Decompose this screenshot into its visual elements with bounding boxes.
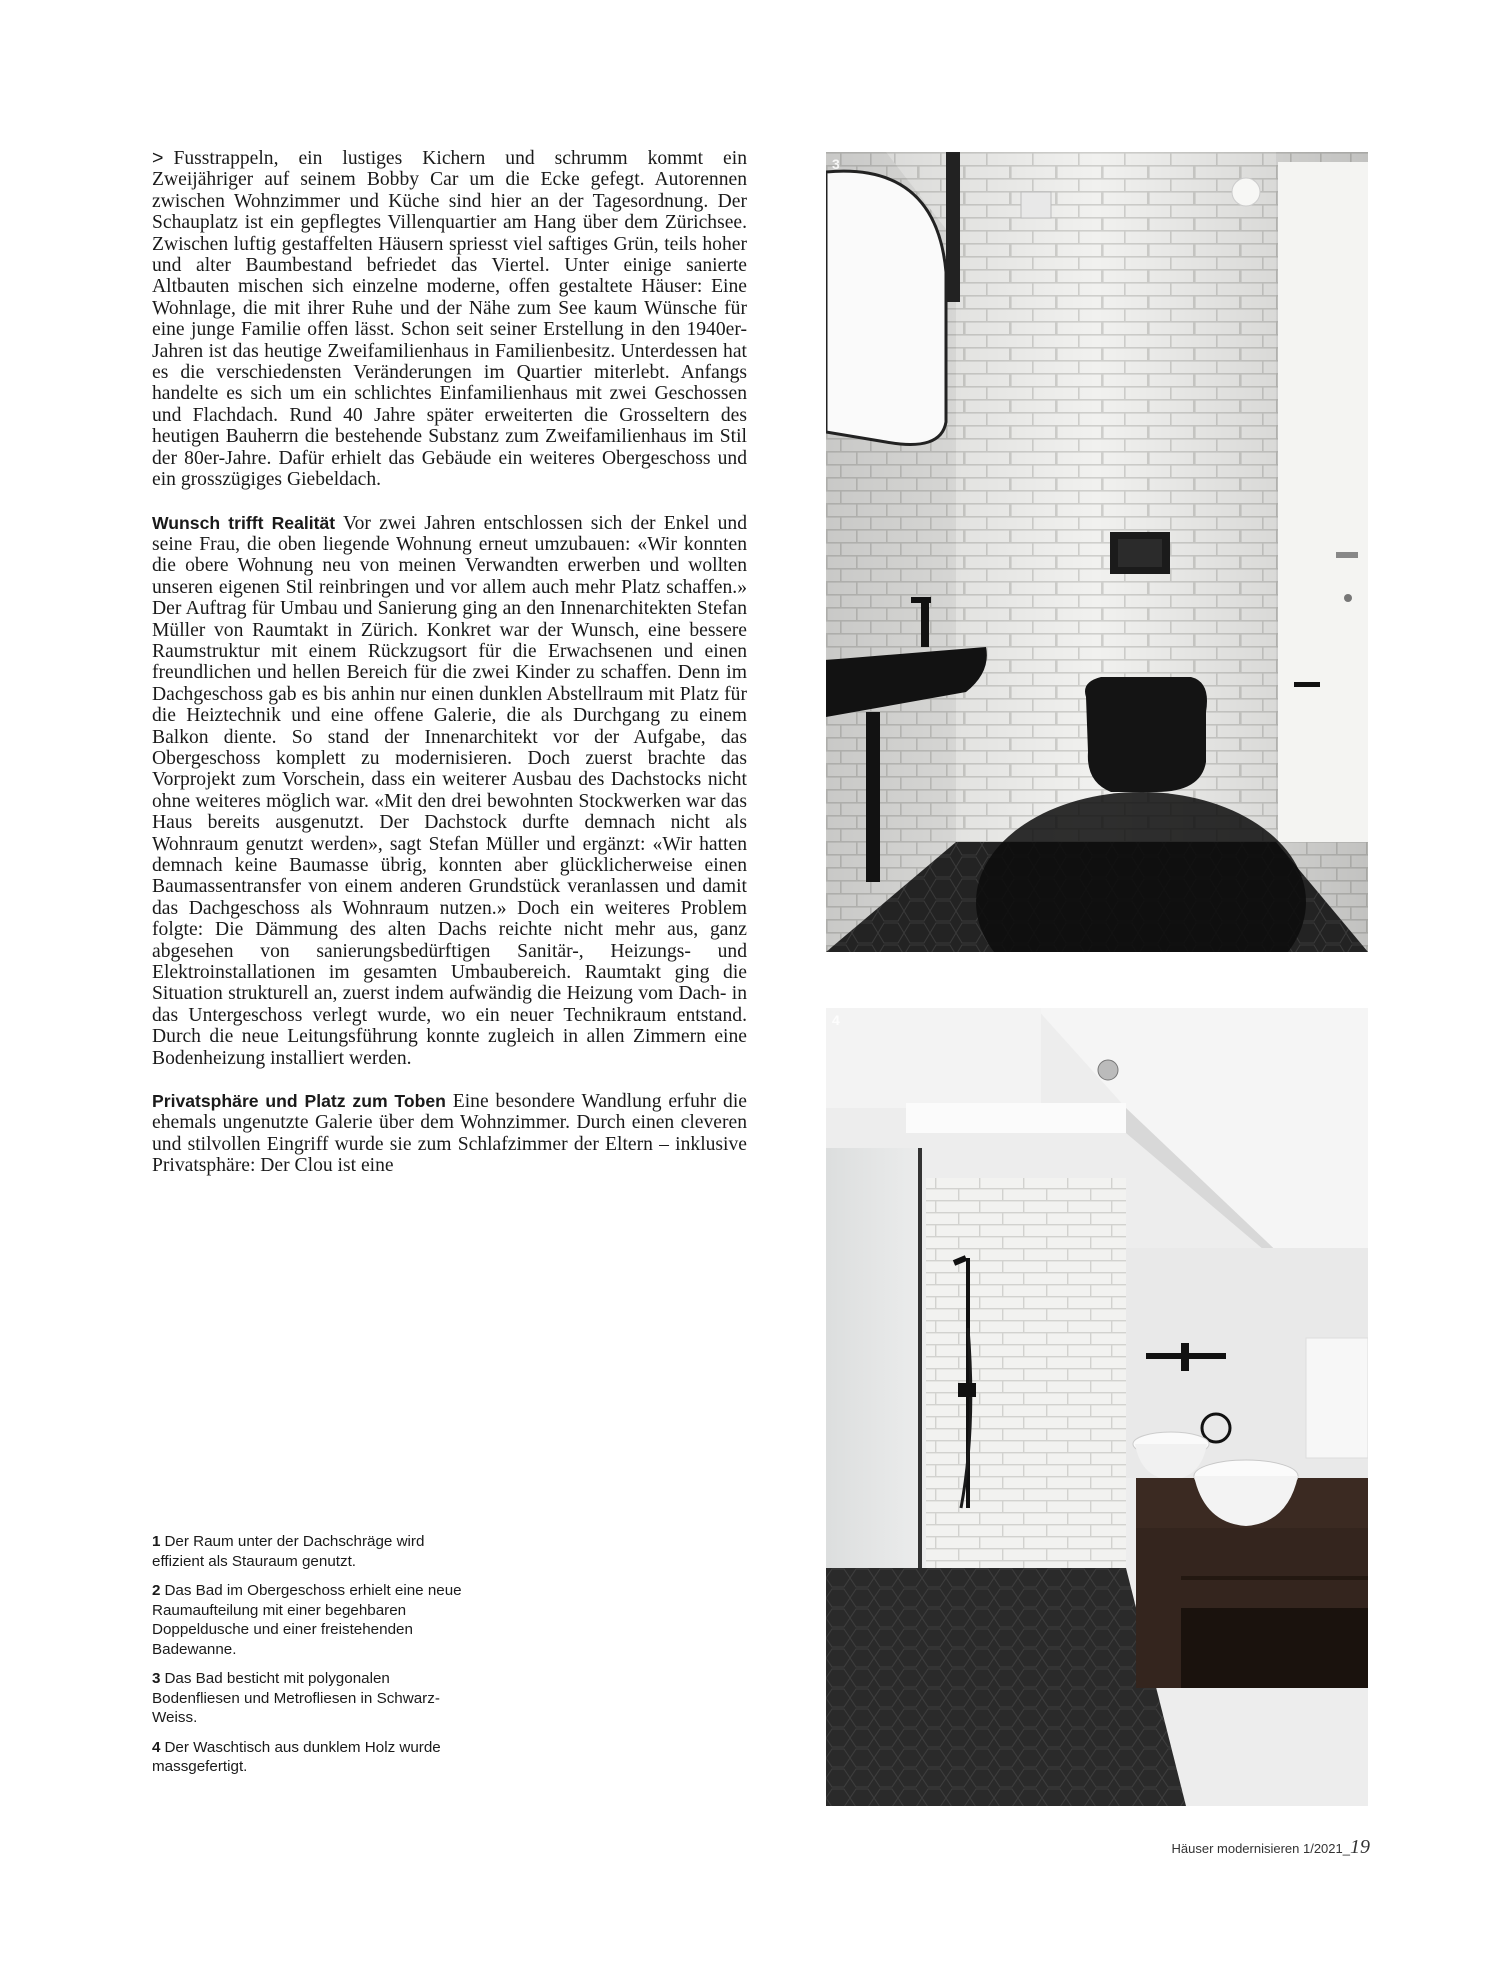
subheading-privatsphaere: Privatsphäre und Platz zum Toben [152,1091,446,1112]
photo-vanity-bathroom [826,1008,1368,1806]
photo-wc-illustration [826,152,1368,952]
paragraph-privatsphaere [152,1091,747,1177]
paragraph-intro [152,148,747,491]
photo-wc-bathroom [826,152,1368,952]
photo-vanity-illustration [826,1008,1368,1806]
caption-text: Der Waschtisch aus dunklem Holz wurde massgefertigt. [152,1738,441,1775]
photo-captions [152,1532,472,1787]
lead-marker: > [152,147,164,169]
paragraph-privatsphaere-text: Eine besondere Wandlung erfuhr die ehemals ungenutzte Galerie über dem Wohnzimmer. Durch einen cleveren und stilvollen Eingriff wurde sie zum Schlafzimmer der Eltern – inklusive Privatsphäre: Der Clou ist eine [152,1091,747,1177]
magazine-issue: Häuser modernisieren 1/2021 [1171,1841,1343,1856]
caption-number: 4 [152,1738,161,1756]
page-footer [1171,1836,1370,1859]
subheading-wunsch: Wunsch trifft Realität [152,512,336,533]
page-number: 19 [1350,1836,1370,1858]
photo-number-4: 4 [832,1012,840,1028]
caption-number: 2 [152,1582,161,1599]
paragraph-intro-text: Fusstrappeln, ein lustiges Kichern und schrumm kommt ein Zweijähriger auf seinem Bobby Car um die Ecke gefegt. Autorennen zwischen Wohnzimmer und Küche sind hier an der Tagesordnung. Der Schauplatz ist ein gepflegtes Villenquartier am Hang über dem Zürichsee. Zwischen luftig gestaffelten Häusern spriesst viel saftiges Grün, teils hoher und alter Baumbestand befriedet das Viertel. Unter einige sanierte Altbauten mischen sich einzelne moderne, offen gestaltete Häuser: Eine Wohnlage, die mit ihrer Ruhe und der Nähe zum See kaum Wünsche für eine junge Familie offen lässt. Schon seit seiner Erstellung in den 1940er-Jahren ist das heutige Zweifamilienhaus in Familienbesitz. Unterdessen hat es die verschiedensten Veränderungen im Quartier miterlebt. Anfangs handelte es sich um ein schlichtes Einfamilienhaus mit zwei Geschossen und Flachdach. Rund 40 Jahre später erweiterten die Grosseltern des heutigen Bauherrn die bestehende Substanz zum Zweifamilienhaus im Stil der 80er-Jahre. Dafür erhielt das Gebäude ein weiteres Obergeschoss und ein grosszügiges Giebeldach. [152,148,747,491]
caption-4 [152,1738,472,1777]
caption-number: 1 [152,1533,161,1550]
caption-text: Das Bad besticht mit polygonalen Bodenfliesen und Metrofliesen in Schwarz-Weiss. [152,1670,440,1726]
caption-text: Der Raum unter der Dachschräge wird effizient als Stauraum genutzt. [152,1533,425,1570]
caption-number: 3 [152,1670,161,1687]
caption-3 [152,1669,472,1728]
caption-2 [152,1581,472,1659]
photo-number-3: 3 [832,156,840,172]
paragraph-wunsch-text: Vor zwei Jahren entschlossen sich der Enkel und seine Frau, die oben liegende Wohnung erneut umzubauen: «Wir konnten die obere Wohnung neu von meinen Verwandten erwerben und wollten unseren eigenen Stil reinbringen und vor allem auch mehr Platz schaffen.» Der Auftrag für Umbau und Sanierung ging an den Innenarchitekten Stefan Müller von Raumtakt in Zürich. Konkret war der Wunsch, eine bessere Raumstruktur mit einem Rückzugsort für die Erwachsenen und einen freundlichen und hellen Bereich für die zwei Kinder zu schaffen. Denn im Dachgeschoss gab es bis anhin nur einen dunklen Abstellraum mit Platz für die Heiztechnik und eine offene Galerie, die als Durchgang zu einem Balkon diente. So stand der Innenarchitekt vor der Aufgabe, das Obergeschoss komplett zu modernisieren. Doch zuerst brachte das Vorprojekt zum Vorschein, dass ein weiterer Ausbau des Dachstocks nicht ohne weiteres möglich war. «Mit den drei bewohnten Stockwerken war das Haus bereits ausgenutzt. Der Dachstock durfte demnach nicht als Wohnraum genutzt werden», sagt Stefan Müller und ergänzt: «Wir hatten demnach keine Baumasse übrig, konnten aber glücklicherweise einen Baumassentransfer von einem anderen Grundstück veranlassen und damit das Dachgeschoss als Wohnraum nutzen.» Doch ein weiteres Problem folgte: Die Dämmung des alten Dachs reichte nicht mehr aus, ganz abgesehen von sanierungsbedürftigen Sanitär-, Heizungs- und Elektroinstallationen im gesamten Umbaubereich. Raumtakt ging die Situation strukturell an, zuerst indem aufwändig die Heizung vom Dach- in das Untergeschoss verlegt wurde, wo ein neuer Technikraum entstand. Durch die neue Leitungsführung konnte zugleich in allen Zimmern eine Bodenheizung installiert werden. [152,512,747,1069]
caption-text: Das Bad im Obergeschoss erhielt eine neue Raumaufteilung mit einer begehbaren Doppeldusche und einer freistehenden Badewanne. [152,1582,462,1658]
article-body [152,148,747,1177]
caption-1 [152,1532,472,1571]
footer-separator: _ [1342,1841,1350,1856]
paragraph-wunsch [152,513,747,1070]
